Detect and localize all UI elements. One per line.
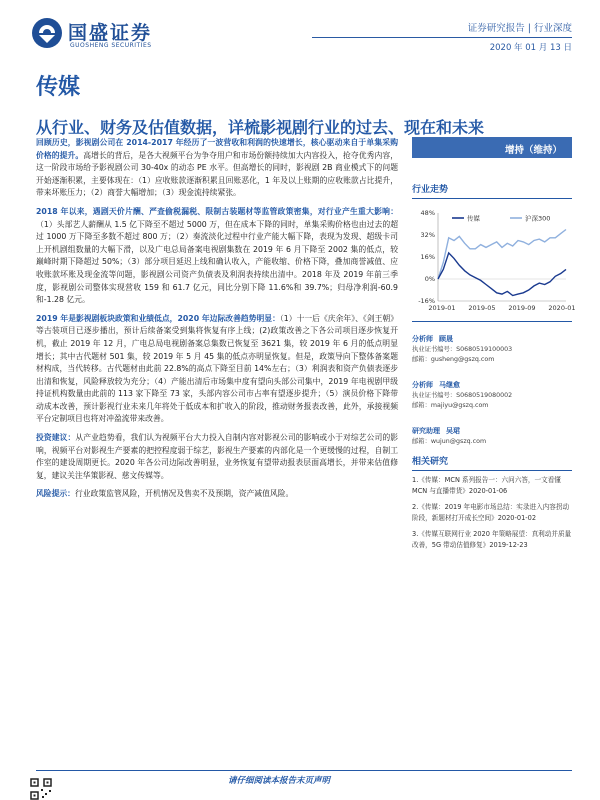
related-heading: 相关研究 — [412, 454, 572, 471]
paragraph-lead: 投资建议： — [36, 433, 76, 443]
x-tick-label: 2019-01 — [428, 304, 456, 312]
industry-name: 传媒 — [36, 75, 81, 100]
analyst-card — [412, 372, 572, 411]
trend-chart — [412, 205, 576, 317]
y-tick-label: 16% — [420, 253, 435, 261]
logo-emblem-icon — [30, 16, 64, 50]
analyst-card — [412, 326, 572, 365]
rating-badge: 增持（维持） — [412, 137, 572, 158]
analyst-email[interactable]: 邮箱：wujun@gszq.com — [412, 438, 487, 445]
analyst-name: 顾晟 — [439, 335, 453, 343]
paragraph-history — [36, 137, 398, 200]
legend-label: 传媒 — [467, 214, 480, 223]
logo-text-cn: 国盛证券 — [68, 22, 153, 44]
analyst-license: 执业证书编号：S0680519080002 — [412, 392, 513, 399]
related-list — [412, 475, 572, 550]
report-title: 从行业、财务及估值数据，详梳影视剧行业的过去、现在和未来 — [36, 118, 485, 137]
x-tick-label: 2019-05 — [468, 304, 496, 312]
analyst-email[interactable]: 邮箱：gusheng@gszq.com — [412, 356, 495, 363]
series-line-media — [438, 253, 566, 296]
paragraph-lead: 2018 年以来，遇剧天价片酬、严查偷税漏税、限制古装题材等监管政策密集，对行业产生重大影响： — [36, 206, 398, 216]
sidebar — [412, 137, 576, 556]
analyst-name: 马继愈 — [439, 381, 460, 389]
report-type: 证券研究报告 | 行业深度 — [467, 23, 572, 34]
analyst-name: 吴珺 — [446, 427, 460, 435]
qr-code-icon — [30, 778, 52, 800]
paragraph-2018-policy — [36, 206, 398, 307]
series-line-csi300 — [438, 230, 566, 280]
related-item[interactable]: 1.《传媒：MCN 系列报告一：六问六答，一文看懂 MCN 与直播带货》2020-01-06 — [412, 476, 561, 495]
y-tick-label: 0% — [424, 275, 435, 283]
y-tick-label: -16% — [418, 297, 435, 305]
trend-chart-svg — [412, 205, 576, 317]
related-item[interactable]: 3.《传媒互联网行业 2020 年策略展望：真利动并质量改善，5G 带动估值修复》2019-12-23 — [412, 530, 572, 549]
paragraph-2019-outlook — [36, 313, 398, 426]
trend-section — [412, 182, 576, 317]
footer-disclaimer: 请仔细阅读本报告末页声明 — [228, 776, 331, 786]
paragraph-text: （1）头部艺人薪酬从 1.5 亿下降至不超过 5000 万，但在成本下降的同时，单集采购价格也由过去的超过 1000 万下降至多数不超过 800 万；（2）奏流淡化过程中行业产能大幅下降，表现为发现、超级卡司上开机剧组数量的大幅下滑，以及广电总局备案电视剧集数在 2019 年 6 月下降至 2002 集的低点，较巅峰时期下降超过 50%；（3）部分项目延迟上线和确认收入，产能收缩、价格下降，叠加商誉减值、应收账款坏账及现金流等问题，影视剧公司资产负债表及利润表持续出清中。2018 年及 2019 年前三季度，影视剧公司整体实现营收 159 和 61.7 亿元，同比分别下降 11.6%和 39.7%；归母净利润-60.9 和-1.28 亿元。 — [36, 219, 398, 305]
x-tick-label: 2020-01 — [548, 304, 576, 312]
paragraph-text: （1）十一后《庆余年》、《剑王朝》等古装项目已逐步播出，预计后续备案受到集将恢复有序上线；(2)政策改善之下各公司项目逐步恢复开机，截止 2019 年 12 月，广电总局电视剧备案总集数已恢复至 3621 集，较 2019 年 6 月的低点明显增长；其中古代题材 501 集，较 2019 年 5 月 45 集的低点亦明显恢复。但是，政策导向下整体备案题材构成，当代转移。古代题材由此前 22.8%的高点下降至目前 14%左右；（3）利润表和资产负债表逐步出清和恢复，风险释放较为充分；（4）产能出清后市场集中度有望向头部公司集中，2019 年电视剧甲级持证机构数量由此前的 113 家下降至 73 家，头部内容公司市占率有望逐步提升；（5）演员价格下降带动成本改善，预计影视行业未来几年将处于低成本和扩收入的阶段，推动财务报表改善，此外，承接视频平台定制项目也将对冲盈流带来改善。 — [36, 313, 399, 424]
analyst-list — [412, 321, 572, 447]
header-divider — [312, 37, 572, 38]
footer-divider — [36, 770, 572, 771]
paragraph-investment-advice — [36, 432, 398, 482]
paragraph-text: 高增长的背后，是各大视频平台为争夺用户和市场份额持续加大内容投入，抢夺优秀内容，这一阶段市场给予影视剧公司 30-40x 的动态 PE 水平。但高增长的同时，影视剧 2B 商业模式下的问题开始逐渐积累，主要体现在：（1）应收账款逐渐积累且回账恶化，1 年及以上账期的应收账款占比提升，带来坏账压力；（2）商誉大幅增加；（3）现金流持续紧张。 — [36, 150, 399, 198]
analyst-role: 分析师 — [412, 335, 433, 343]
paragraph-text: 行业政策监管风险，开机情况及售卖不及预期，资产减值风险。 — [74, 489, 294, 499]
paragraph-text: 从产业趋势看，我们认为视频平台大力投入自制内容对影视公司的影响或小于对综艺公司的影响，视频平台对影视生产要素的把控程度弱于综艺，影视生产要素的内部化是一个更缓慢的过程，自制工作室的建设周期更长。2020 年各公司边际改善明显，业务恢复有望带动报表层面高增长，并带来估值修复，建议关注华策影视、慈文传媒等。 — [36, 433, 398, 480]
report-date: 2020 年 01 月 13 日 — [489, 43, 572, 53]
x-tick-label: 2019-09 — [508, 304, 536, 312]
trend-heading: 行业走势 — [412, 182, 572, 199]
related-item[interactable]: 2.《传媒：2019 年电影市场总结：实录进入内容拐动阶段，新题材打开成长空间》2020-01-02 — [412, 503, 570, 522]
analyst-email[interactable]: 邮箱：majiyu@gszq.com — [412, 402, 489, 409]
related-research — [412, 454, 572, 550]
y-tick-label: 48% — [420, 209, 435, 217]
paragraph-lead: 风险提示： — [36, 489, 75, 499]
y-tick-label: 32% — [420, 231, 435, 239]
analyst-license: 执业证书编号：S0680519100003 — [412, 346, 513, 353]
paragraph-risk-warning — [36, 488, 398, 501]
analyst-role: 研究助理 — [412, 427, 440, 435]
paragraph-lead: 回顾历史，影视剧公司在 2014-2017 年经历了一波营收和利润的快速增长，核心驱动来自于单集采购价格的提升。 — [36, 138, 398, 160]
analyst-role: 分析师 — [412, 381, 433, 389]
paragraph-lead: 2019 年是影视剧板块政策和业绩低点，2020 年边际改善趋势明显： — [36, 313, 280, 323]
report-body — [36, 137, 398, 507]
logo-text-en: GUOSHENG SECURITIES — [70, 42, 152, 49]
legend-label: 沪深300 — [525, 214, 551, 223]
analyst-card — [412, 418, 572, 447]
company-logo — [30, 16, 170, 56]
page-header — [0, 0, 600, 62]
